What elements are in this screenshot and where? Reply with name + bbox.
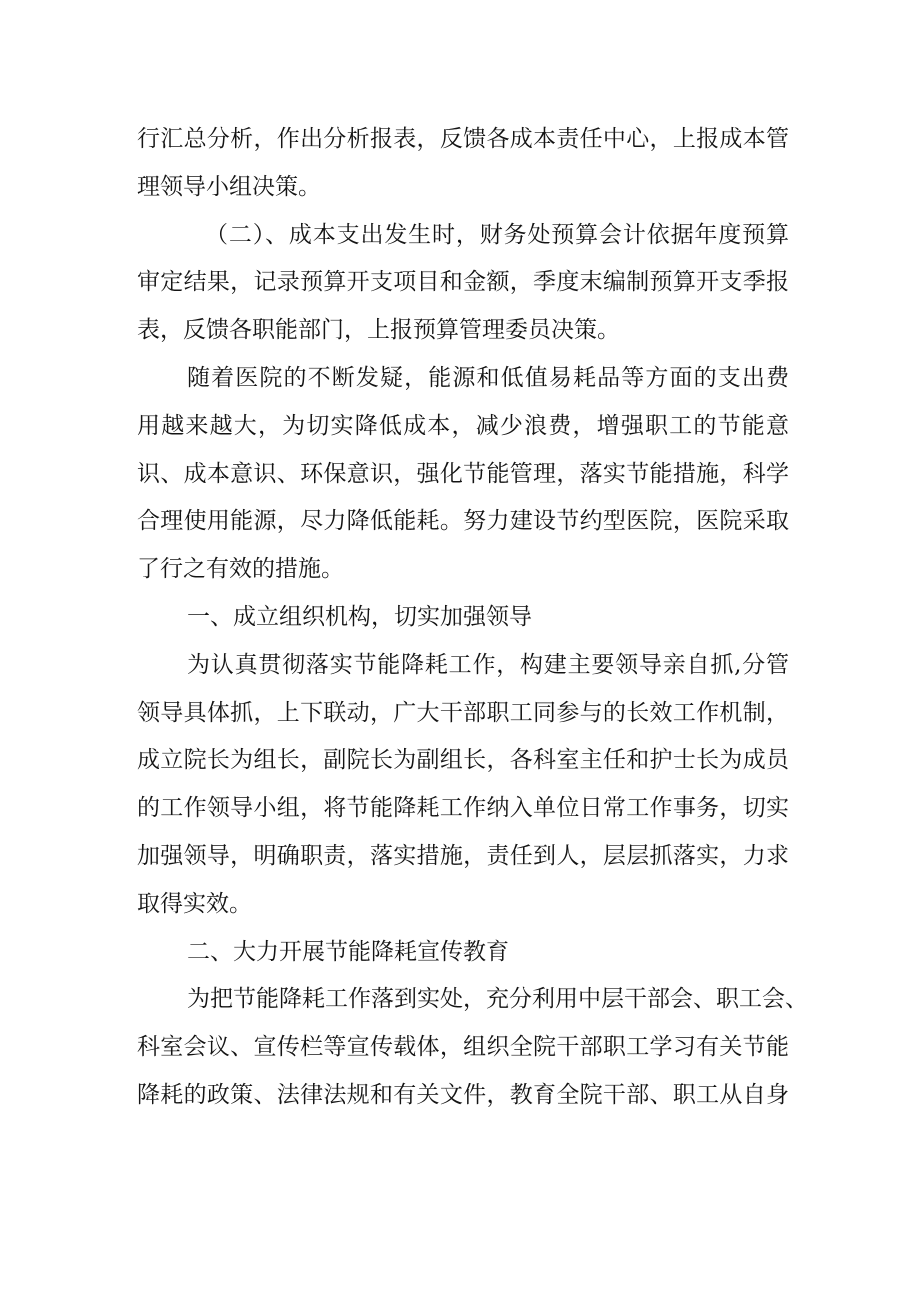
section-heading: 一、成立组织机构，切实加强领导 <box>187 603 532 630</box>
text-line: 为把节能降耗工作落到实处，充分利用中层干部会、职工会、 <box>187 986 808 1013</box>
text-line: 加强领导，明确职责，落实措施，责任到人，层层抓落实，力求 <box>137 842 789 869</box>
text-line: 行汇总分析，作出分析报表，反馈各成本责任中心，上报成本管 <box>137 126 789 152</box>
document-body <box>137 116 808 1120</box>
section-heading: 二、大力开展节能降耗宣传教育 <box>187 938 509 965</box>
text-line: 审定结果，记录预算开支项目和金额，季度末编制预算开支季报 <box>137 269 789 296</box>
text-line: 取得实效。 <box>137 890 252 917</box>
text-line: 理领导小组决策。 <box>137 173 321 200</box>
text-line: 为认真贯彻落实节能降耗工作，构建主要领导亲自抓,分管 <box>187 651 789 678</box>
text-line: 随着医院的不断发疑，能源和低值易耗品等方面的支出费 <box>187 364 789 391</box>
text-line: 合理使用能源，尽力降低能耗。努力建设节约型医院，医院采取 <box>137 508 789 535</box>
text-line: 用越来越大，为切实降低成本，减少浪费，增强职工的节能意 <box>137 412 789 439</box>
text-line: 了行之有效的措施。 <box>137 556 344 583</box>
text-line: （二）、成本支出发生时，财务处预算会计依据年度预算 <box>205 221 789 248</box>
text-line: 表，反馈各职能部门，上报预算管理委员决策。 <box>137 317 620 344</box>
text-line: 的工作领导小组，将节能降耗工作纳入单位日常工作事务，切实 <box>137 795 789 822</box>
text-line: 降耗的政策、法律法规和有关文件，教育全院干部、职工从自身 <box>137 1081 789 1108</box>
text-line: 识、成本意识、环保意识，强化节能管理，落实节能措施，科学 <box>137 460 789 487</box>
text-line: 领导具体抓，上下联动，广大干部职工同参与的长效工作机制， <box>137 699 789 726</box>
text-line: 成立院长为组长，副院长为副组长，各科室主任和护士长为成员 <box>137 747 789 774</box>
text-line: 科室会议、宣传栏等宣传载体，组织全院干部职工学习有关节能 <box>137 1034 789 1061</box>
